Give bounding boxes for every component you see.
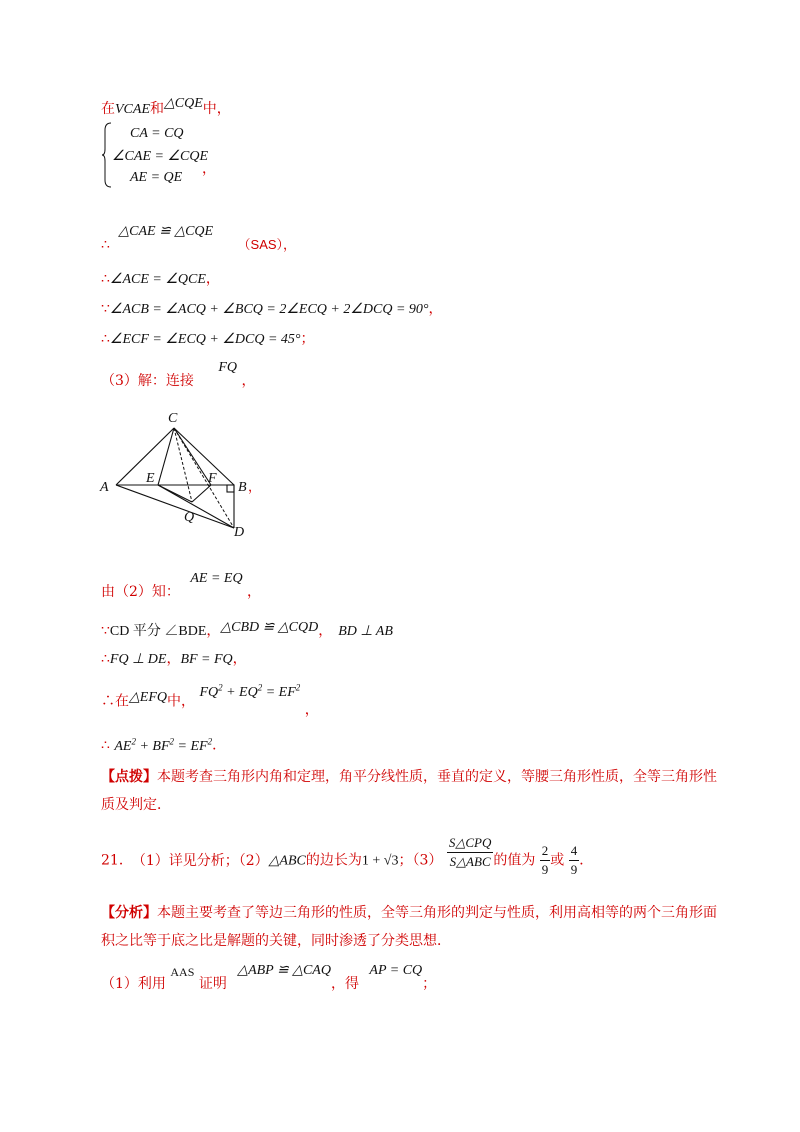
comment-tag: 【点拨】 xyxy=(101,769,157,785)
segment-fq-fig xyxy=(192,485,211,502)
label-c: C xyxy=(168,411,178,426)
system-line-2: ∠CAE = ∠CQE xyxy=(112,149,208,164)
angle-ace-line: ∴∠ACE = ∠QCE， xyxy=(101,271,220,287)
area-ratio-fraction: $\frac{\text{S△CPQ}}{\text{S△ABC}}$ xyxy=(448,835,492,869)
segment-cd-dashed xyxy=(174,428,234,528)
comment-line-1: 【点拨】本题考查三角形内角和定理，角平分线性质，垂直的定义，等腰三角形性质，全等三角形性 xyxy=(101,769,717,785)
label-d: D xyxy=(234,525,245,540)
congruence-expr: △CAE ≌ △CQE xyxy=(118,224,214,239)
system-comma: ， xyxy=(202,161,216,177)
triangle-cqe: △CQE xyxy=(164,96,203,111)
angle-ecf-line: ∴∠ECF = ∠ECQ + ∠DCQ = 45°； xyxy=(101,331,315,347)
segment-eq xyxy=(158,485,192,502)
segment-fq: FQ xyxy=(218,360,238,375)
part3-line: （3）解：连接 FQ ， xyxy=(101,360,256,389)
label-q: Q xyxy=(184,510,195,525)
segment-ed xyxy=(158,485,234,528)
pythag-line-1: ∴在△EFQ中， $FQ^2 + EQ^2 = EF^2$ ， xyxy=(101,682,319,718)
figure-comma: ， xyxy=(248,480,262,495)
segment-ad xyxy=(116,485,234,528)
bisector-line: ∵CD 平分 ∠BDE，△CBD ≌ △CQD， BD ⊥ AB xyxy=(101,620,393,639)
left-brace-icon xyxy=(102,122,112,188)
right-angle-mark xyxy=(227,485,234,492)
system-line-3: AE = QE xyxy=(130,170,183,185)
step1-line: （1）利用 AAS 证明 △ABP ≌ △CAQ，得 AP = CQ； xyxy=(101,963,437,992)
analysis-line-1: 【分析】本题主要考查了等边三角形的性质，全等三角形的判定与性质，利用高相等的两个三角形面 xyxy=(101,905,717,921)
pythag-line-2: ∴ $AE^2 + BF^2 = EF^2$． xyxy=(101,736,227,754)
segment-cb xyxy=(174,428,234,485)
label-e: E xyxy=(146,471,155,486)
segment-cq-dashed xyxy=(174,428,192,502)
from-part2-line: 由（2）知： AE = EQ ， xyxy=(101,571,262,600)
segment-ac xyxy=(116,428,174,485)
system-line-1: CA = CQ xyxy=(130,126,184,141)
congruence-line: ∴ △CAE ≌ △CQE （SAS）， xyxy=(101,224,297,253)
triangle-cae: VCAE xyxy=(115,102,150,117)
comment-line-2: 质及判定． xyxy=(101,797,171,813)
fraction-2-9: $\frac{2}{9}$ xyxy=(541,843,549,877)
analysis-line-2: 积之比等于底之比是解题的关键，同时渗透了分类思想． xyxy=(101,933,451,949)
q21-number: 21． xyxy=(101,852,133,869)
analysis-tag: 【分析】 xyxy=(101,905,157,921)
sas-label: （SAS）， xyxy=(237,237,297,252)
geometry-figure xyxy=(96,405,266,545)
intro-line: 在VCAE和△CQE中， xyxy=(101,96,231,117)
perp-line: ∴FQ ⊥ DE，BF = FQ， xyxy=(101,651,247,667)
equation-system xyxy=(102,122,222,190)
label-b: B xyxy=(238,480,247,495)
angle-acb-line: ∵∠ACB = ∠ACQ + ∠BCQ = 2∠ECQ + 2∠DCQ = 90°， xyxy=(101,301,443,317)
fraction-4-9: $\frac{4}{9}$ xyxy=(570,843,578,877)
q21-line: 21． （1）详见分析；（2）△ABC的边长为1 + √3；（3） $\frac{\text{S△CPQ}}{\text{S△ABC}}$ 的值为 $\frac{2}{9}$ 或 $\frac{4}{9}$ ． xyxy=(101,835,594,877)
label-f: F xyxy=(208,471,217,486)
label-a: A xyxy=(100,480,109,495)
